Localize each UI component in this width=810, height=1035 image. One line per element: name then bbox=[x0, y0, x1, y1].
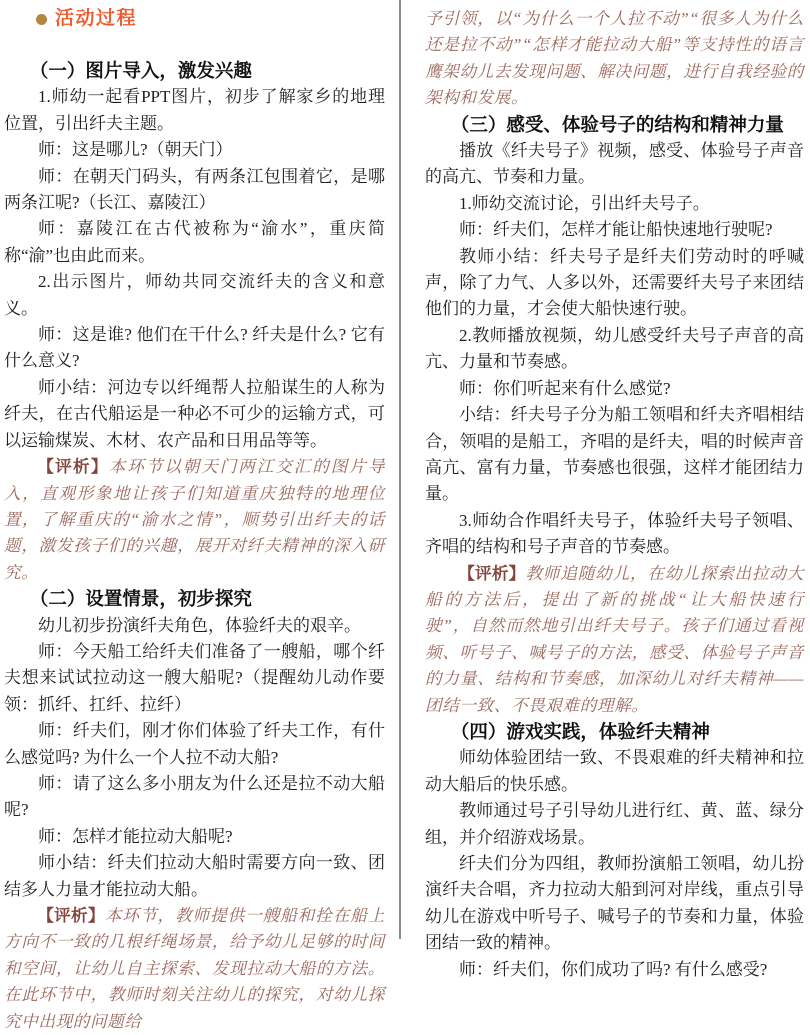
comment-paragraph bbox=[425, 6, 804, 112]
page-column-right bbox=[425, 6, 804, 983]
activity-title: 活动过程 bbox=[55, 8, 138, 29]
body-paragraph: 2.教师播放视频，幼儿感受纤夫号子声音的高亢、力量和节奏感。 bbox=[425, 325, 804, 372]
comment-label: 【评析】 bbox=[37, 906, 105, 925]
comment-text: 本环节以朝天门两江交汇的图片导入，直观形象地让孩子们知道重庆独特的地理位置，了解重庆的“渝水之情”，顺势引出纤夫的话题，激发孩子们的兴趣，展开对纤夫精神的深入研究。 bbox=[4, 457, 386, 582]
section-heading: （三）感受、体验号子的结构和精神力量 bbox=[450, 113, 784, 135]
body-paragraph: 师：请了这么多小朋友为什么还是拉不动大船呢? bbox=[4, 773, 385, 820]
bullet-icon bbox=[36, 14, 47, 25]
body-paragraph: 师：在朝天门码头，有两条江包围着它，是哪两条江呢?（长江、嘉陵江） bbox=[4, 166, 385, 213]
body-paragraph: 纤夫们分为四组，教师扮演船工领唱，幼儿扮演纤夫合唱，齐力拉动大船到河对岸线，重点引导幼儿在游戏中听号子、喊号子的节奏和力量，体验团结一致的精神。 bbox=[425, 854, 804, 953]
comment-text: 本环节，教师提供一艘船和拴在船上方向不一致的几根纤绳场景，给予幼儿足够的时间和空间，让幼儿自主探索、发现拉动大船的方法。在此环节中，教师时刻关注幼儿的探究，对幼儿探究中出现的问题给 bbox=[4, 906, 386, 1031]
page-column-left bbox=[4, 6, 385, 1035]
body-paragraph: 教师通过号子引导幼儿进行红、黄、蓝、绿分组，并介绍游戏场景。 bbox=[425, 801, 804, 847]
section-heading: （四）游戏实践，体验纤夫精神 bbox=[450, 720, 710, 742]
comment-label: 【评析】 bbox=[458, 563, 526, 583]
section-heading: （一）图片导入，激发兴趣 bbox=[29, 60, 252, 81]
body-paragraph: 小结：纤夫号子分为船工领唱和纤夫齐唱相结合，领唱的是船工，齐唱的是纤夫，唱的时候声音高亢、富有力量，节奏感也很强，这样才能团结力量。 bbox=[425, 405, 804, 504]
body-paragraph: 1.师幼一起看PPT图片，初步了解家乡的地理位置，引出纤夫主题。 bbox=[4, 87, 385, 133]
activity-header bbox=[4, 6, 385, 32]
comment-text: 教师追随幼儿，在幼儿探索出拉动大船的方法后，提出了新的挑战“让大船快速行驶”，自然而然地引出纤夫号子。孩子们通过看视频、听号子、喊号子的方法，感受、体验号子声音的力量、结构和节奏感，加深幼儿对纤夫精神——团结一致、不畏艰难的理解。 bbox=[425, 563, 805, 715]
body-paragraph: 师：纤夫们，你们成功了吗? 有什么感受? bbox=[459, 959, 768, 979]
comment-paragraph bbox=[425, 561, 804, 719]
body-paragraph: 师：这是谁? 他们在干什么? 纤夫是什么? 它有什么意义? bbox=[4, 325, 385, 371]
comment-paragraph bbox=[4, 903, 385, 1035]
body-paragraph: 师幼体验团结一致、不畏艰难的纤夫精神和拉动大船后的快乐感。 bbox=[425, 748, 804, 794]
body-paragraph: 播放《纤夫号子》视频，感受、体验号子声音的高亢、节奏和力量。 bbox=[425, 141, 804, 187]
comment-label: 【评析】 bbox=[37, 457, 109, 477]
comment-text: 予引领，以“为什么一个人拉不动”“很多人为什么还是拉不动”“怎样才能拉动大船”等支持性的语言鹰架幼儿去发现问题、解决问题，进行自我经验的架构和发展。 bbox=[425, 9, 804, 108]
body-paragraph: 师：纤夫们，怎样才能让船快速地行驶呢? bbox=[459, 220, 773, 240]
body-paragraph: 师小结：纤夫们拉动大船时需要方向一致、团结多人力量才能拉动大船。 bbox=[4, 853, 385, 899]
body-paragraph: 教师小结：纤夫号子是纤夫们劳动时的呼喊声，除了力气、人多以外，还需要纤夫号子来团结他们的力量，才会使大船快速行驶。 bbox=[425, 246, 804, 319]
body-paragraph: 师：怎样才能拉动大船呢? bbox=[38, 826, 233, 846]
body-paragraph: 1.师幼交流讨论，引出纤夫号子。 bbox=[459, 193, 710, 213]
body-paragraph: 师：你们听起来有什么感觉? bbox=[459, 378, 671, 398]
body-paragraph: 师：这是哪儿?（朝天门） bbox=[38, 140, 233, 160]
body-paragraph: 3.师幼合作唱纤夫号子，体验纤夫号子领唱、齐唱的结构和号子声音的节奏感。 bbox=[425, 510, 804, 557]
body-paragraph: 师：纤夫们，刚才你们体验了纤夫工作，有什么感觉吗? 为什么一个人拉不动大船? bbox=[4, 721, 385, 767]
body-paragraph: 2.出示图片，师幼共同交流纤夫的含义和意义。 bbox=[4, 272, 385, 318]
body-paragraph: 师小结：河边专以纤绳帮人拉船谋生的人称为纤夫，在古代船运是一种必不可少的运输方式，可以运输煤炭、木材、农产品和日用品等等。 bbox=[4, 377, 385, 450]
body-paragraph: 师：今天船工给纤夫们准备了一艘船，哪个纤夫想来试试拉动这一艘大船呢?（提醒幼儿动作要领：抓纤、扛纤、拉纤） bbox=[4, 641, 385, 714]
section-heading: （二）设置情景，初步探究 bbox=[29, 588, 252, 610]
body-paragraph: 幼儿初步扮演纤夫角色，体验纤夫的艰辛。 bbox=[38, 615, 361, 635]
column-divider bbox=[399, 0, 401, 939]
comment-paragraph bbox=[4, 454, 385, 586]
body-paragraph: 师：嘉陵江在古代被称为“渝水”，重庆简称“渝”也由此而来。 bbox=[4, 219, 385, 265]
